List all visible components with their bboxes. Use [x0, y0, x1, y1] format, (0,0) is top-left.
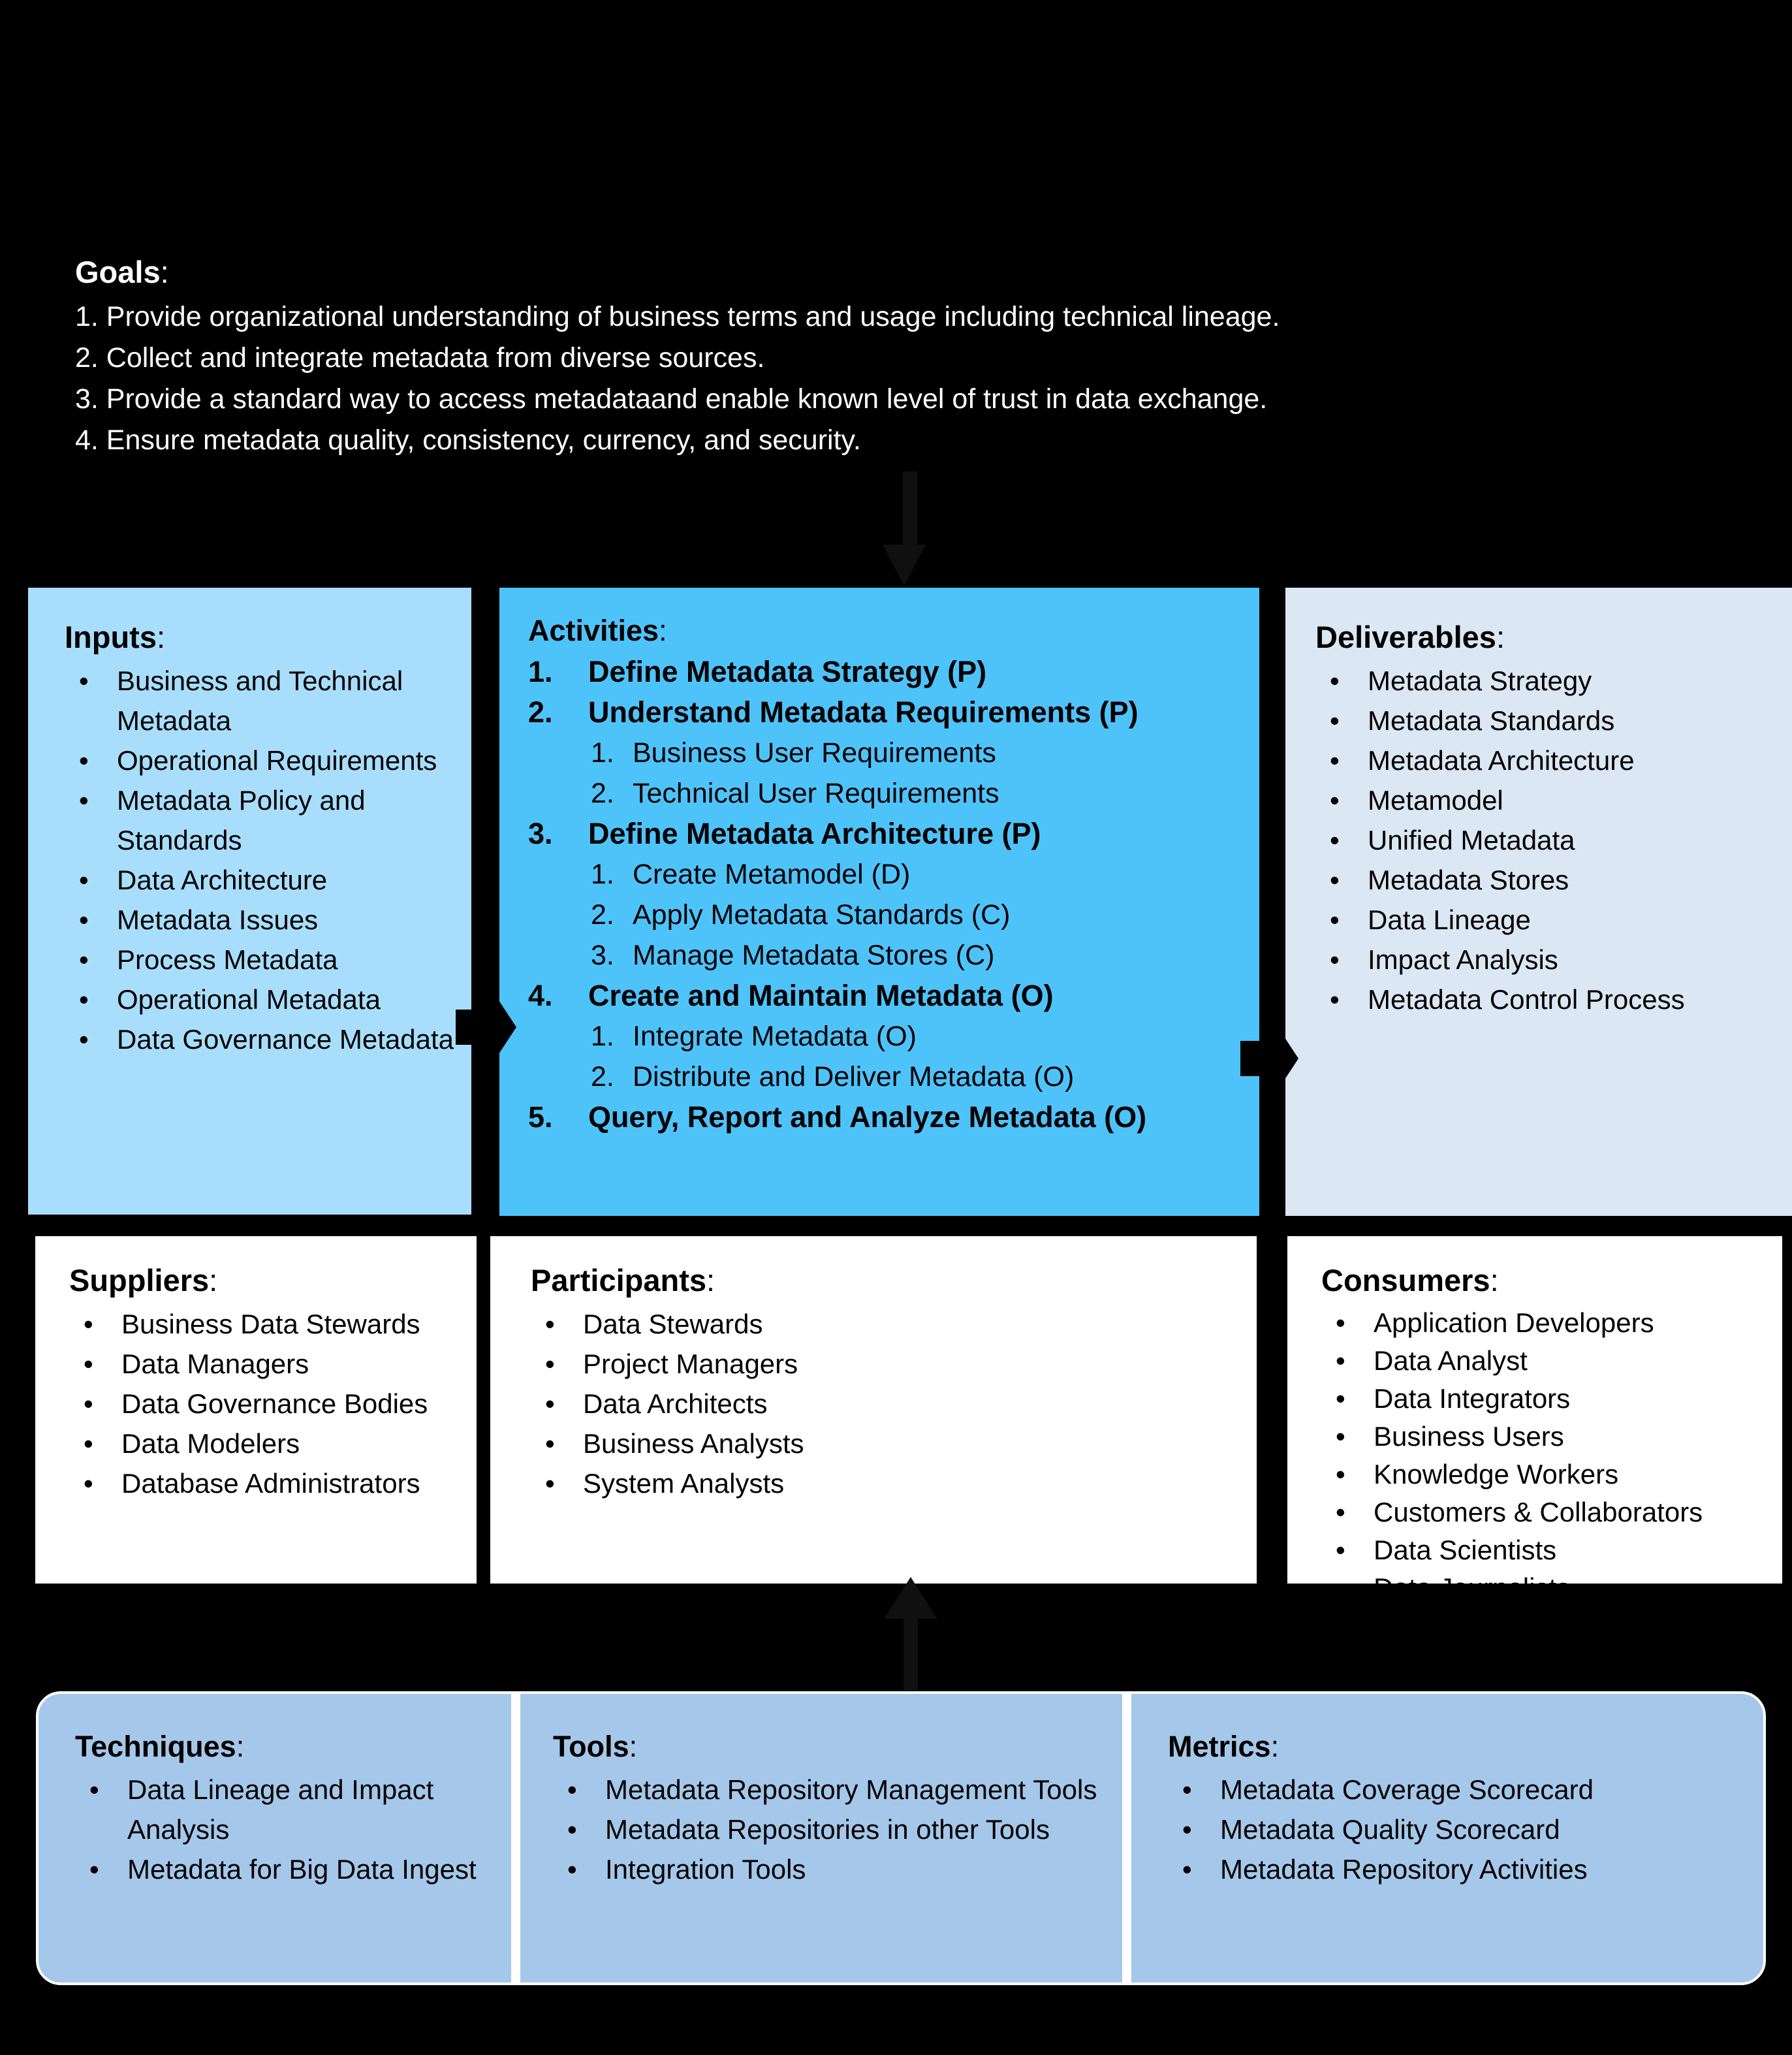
list-item: • Knowledge Workers [1321, 1456, 1763, 1493]
list-item: • Metadata Standards [1315, 701, 1772, 741]
list-item: 1. Provide organizational understanding of business terms and usage including technical lineage. [75, 301, 1280, 332]
activity-item [528, 1097, 1233, 1138]
activity-item-label: Business User Requirements [633, 737, 996, 769]
activities-title: Activities: [528, 614, 667, 647]
list-item: • Data Governance Bodies [69, 1384, 457, 1424]
goals-to-activities-arrow-head [883, 545, 926, 586]
consumers-box [1287, 1236, 1782, 1603]
activities-to-deliverables-arrow-shaft [1240, 1041, 1281, 1076]
activity-sub-item [591, 1016, 1233, 1057]
tools-to-participants-arrow-shaft [904, 1617, 918, 1691]
activity-item-label: Manage Metadata Stores (C) [633, 940, 995, 971]
list-item: • Data Scientists [1321, 1531, 1763, 1569]
list-item: • Data Lineage [1315, 900, 1772, 940]
activity-item-number: 1. [591, 737, 614, 769]
band-divider-2 [1122, 1691, 1131, 1985]
deliverables-title: Deliverables: [1315, 620, 1505, 654]
activity-item-number: 1. [591, 1021, 614, 1052]
inputs-list [65, 661, 458, 1059]
techniques-title-colon: : [236, 1730, 245, 1763]
activity-item-number: 5. [528, 1100, 553, 1134]
suppliers-box [35, 1236, 477, 1584]
activities-list [528, 652, 1233, 1138]
list-item: • Business Analysts [531, 1424, 1237, 1463]
participants-box [490, 1236, 1257, 1584]
suppliers-title-colon: : [209, 1263, 218, 1298]
activity-sub-item [591, 935, 1233, 976]
activity-item-number: 1. [528, 655, 553, 688]
activity-item-number: 2. [591, 899, 614, 931]
activity-item-number: 2. [591, 1061, 614, 1092]
activity-sub-item [591, 733, 1233, 773]
list-item: • Metadata Repository Management Tools [553, 1770, 1116, 1809]
activity-item-label: Define Metadata Strategy (P) [588, 655, 987, 688]
list-item: • Data Architecture [65, 860, 458, 900]
activities-box [499, 588, 1259, 1216]
goals-title-colon: : [160, 255, 169, 289]
activity-item-number: 1. [591, 859, 614, 890]
list-item: • Impact Analysis [1315, 940, 1772, 980]
goals-to-activities-arrow-shaft [903, 471, 917, 546]
list-item: 3. Provide a standard way to access metadataand enable known level of trust in data exchange. [75, 383, 1268, 415]
activity-item-label: Create and Maintain Metadata (O) [588, 979, 1054, 1012]
inputs-to-activities-arrow-head [499, 1000, 516, 1054]
list-item: • Metadata Architecture [1315, 741, 1772, 780]
activities-to-deliverables-arrow-head [1281, 1032, 1298, 1085]
activity-item-label: Query, Report and Analyze Metadata (O) [588, 1100, 1147, 1134]
list-item: • Business Data Stewards [69, 1304, 457, 1344]
list-item: • Operational Requirements [65, 741, 458, 780]
tools-list [553, 1770, 1116, 1889]
list-item: • Metadata Coverage Scorecard [1168, 1770, 1741, 1809]
list-item: • Metadata Repositories in other Tools [553, 1809, 1116, 1849]
metrics-title-colon: : [1270, 1730, 1280, 1763]
activity-sub-item [591, 773, 1233, 814]
activity-item [528, 976, 1233, 1016]
activity-item-label: Distribute and Deliver Metadata (O) [633, 1061, 1075, 1092]
list-item: • Data Modelers [69, 1424, 457, 1463]
inputs-title-colon: : [156, 620, 166, 654]
list-item: • Data Journalists [1321, 1569, 1763, 1607]
participants-title: Participants: [531, 1263, 715, 1298]
list-item: • Data Governance Metadata [65, 1019, 458, 1059]
activity-item-label: Integrate Metadata (O) [633, 1021, 917, 1052]
activity-item-number: 2. [591, 778, 614, 809]
activity-item-number: 4. [528, 979, 553, 1012]
list-item: • Data Stewards [531, 1304, 1237, 1344]
list-item: 4. Ensure metadata quality, consistency, currency, and security. [75, 424, 861, 456]
activity-item-label: Understand Metadata Requirements (P) [588, 695, 1139, 729]
activity-sub-item [591, 1057, 1233, 1097]
techniques-tools-metrics-band [36, 1691, 1766, 1985]
consumers-list [1321, 1304, 1763, 1607]
metrics-list [1168, 1770, 1741, 1889]
list-item: • Customers & Collaborators [1321, 1493, 1763, 1531]
list-item: • Metadata Control Process [1315, 980, 1772, 1019]
list-item: • Project Managers [531, 1344, 1237, 1384]
list-item: • Unified Metadata [1315, 820, 1772, 860]
list-item: • Business and Technical Metadata [65, 661, 458, 741]
list-item: • Metadata Repository Activities [1168, 1849, 1741, 1889]
activity-item-label: Apply Metadata Standards (C) [633, 899, 1011, 931]
tools-to-participants-arrow-head [884, 1577, 937, 1619]
band-divider-1 [511, 1691, 520, 1985]
metrics-section [1131, 1694, 1758, 1983]
goals-title: Goals: [75, 255, 169, 289]
suppliers-list [69, 1304, 457, 1503]
list-item: • Process Metadata [65, 940, 458, 980]
consumers-title: Consumers: [1321, 1263, 1499, 1298]
list-item: • Data Managers [69, 1344, 457, 1384]
list-item: • Integration Tools [553, 1849, 1116, 1889]
tools-title-colon: : [629, 1730, 638, 1763]
deliverables-box [1285, 588, 1792, 1216]
list-item: • Metadata Stores [1315, 860, 1772, 900]
list-item: • Application Developers [1321, 1304, 1763, 1342]
tools-title: Tools: [553, 1730, 638, 1763]
activity-item-label: Technical User Requirements [633, 778, 999, 809]
techniques-title: Techniques: [75, 1730, 245, 1763]
list-item: • Metadata Strategy [1315, 661, 1772, 701]
consumers-title-colon: : [1490, 1263, 1499, 1298]
list-item: • Metadata Issues [65, 900, 458, 940]
activity-item [528, 814, 1233, 854]
list-item: • Operational Metadata [65, 980, 458, 1019]
activity-item-label: Create Metamodel (D) [633, 859, 911, 890]
list-item: • Data Architects [531, 1384, 1237, 1424]
list-item: • System Analysts [531, 1463, 1237, 1503]
list-item: • Data Lineage and Impact Analysis [75, 1770, 494, 1849]
list-item: • Metadata for Big Data Ingest [75, 1849, 494, 1889]
deliverables-title-colon: : [1496, 620, 1505, 654]
inputs-box [28, 588, 471, 1215]
activity-item [528, 652, 1233, 692]
tools-section [520, 1694, 1122, 1983]
participants-list [531, 1304, 1237, 1503]
activity-item-number: 3. [591, 940, 614, 971]
activity-sub-item [591, 854, 1233, 895]
list-item: • Metamodel [1315, 780, 1772, 820]
list-item: • Metadata Quality Scorecard [1168, 1809, 1741, 1849]
activity-item [528, 692, 1233, 733]
list-item: 2. Collect and integrate metadata from diverse sources. [75, 342, 765, 374]
deliverables-list [1315, 661, 1772, 1019]
metrics-title: Metrics: [1168, 1730, 1280, 1763]
inputs-title: Inputs: [65, 620, 166, 654]
techniques-list [75, 1770, 494, 1889]
list-item: • Data Analyst [1321, 1342, 1763, 1380]
participants-title-colon: : [706, 1263, 715, 1298]
techniques-section [39, 1694, 511, 1983]
activity-item-number: 3. [528, 817, 553, 850]
list-item: • Data Integrators [1321, 1380, 1763, 1418]
goals-list [75, 296, 1564, 461]
list-item: • Business Users [1321, 1418, 1763, 1456]
inputs-to-activities-arrow-shaft [456, 1010, 499, 1045]
list-item: • Database Administrators [69, 1463, 457, 1503]
goals-section [75, 251, 1564, 461]
activity-item-number: 2. [528, 695, 553, 729]
list-item: • Metadata Policy and Standards [65, 780, 458, 860]
suppliers-title: Suppliers: [69, 1263, 218, 1298]
activities-title-colon: : [659, 614, 667, 647]
activity-sub-item [591, 895, 1233, 935]
activity-item-label: Define Metadata Architecture (P) [588, 817, 1041, 850]
